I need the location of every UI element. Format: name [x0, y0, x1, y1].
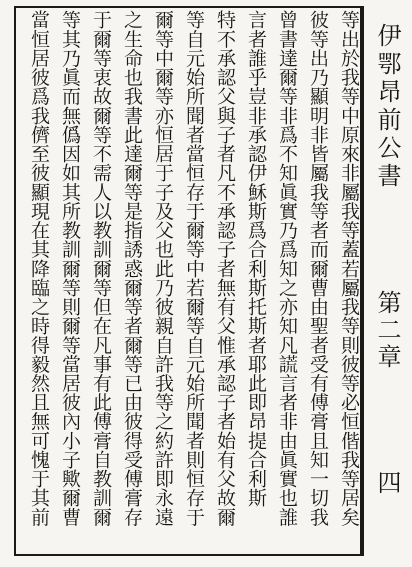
text-column: 之生命也我書此達爾等是指誘惑爾等者爾等已由彼得受傅膏存 [121, 10, 143, 527]
text-column: 言者誰乎豈非承認伊穌斯爲合利斯托斯者耶此即昂提合利斯 [245, 10, 267, 508]
text-column: 等其乃眞而無僞因如其所教訓爾等則爾等當居彼內小子歟爾曹 [59, 10, 81, 527]
text-column: 彼等出乃顯明非皆屬我等者而爾曹由聖者受有傅膏且知一切我 [307, 10, 329, 527]
text-column: 曾書達爾等非爲不知眞實乃爲知之亦知凡謊言者非由眞實也誰 [276, 10, 298, 527]
text-column: 于爾等衷故爾等不需人以教訓爾等但在凡事有此傅膏自教訓爾 [90, 10, 112, 527]
book-title: 伊鄂昂前公書 [373, 23, 401, 191]
margin-rule [362, 6, 364, 556]
chapter-label: 第二章 [373, 289, 401, 371]
text-column: 特不承認父與子者凡不承認子者無有父惟承認子者始有父故爾 [214, 10, 236, 527]
page-number: 四 [373, 470, 401, 494]
text-column: 爾等中爾等亦恒居于子及父也此乃彼親自許我等之約許即永遠 [152, 10, 174, 527]
text-column: 等出於我等中原來非屬我等蓋若屬我等則彼等必恒偕我等居矣 [338, 10, 360, 527]
text-column: 當恒居彼爲我儕至彼顯現在其降臨之時得毅然且無可愧于其前 [28, 10, 50, 527]
text-column: 等自元始所聞者當恒存于爾等中若爾等自元始所聞者則恒存于 [183, 10, 205, 527]
